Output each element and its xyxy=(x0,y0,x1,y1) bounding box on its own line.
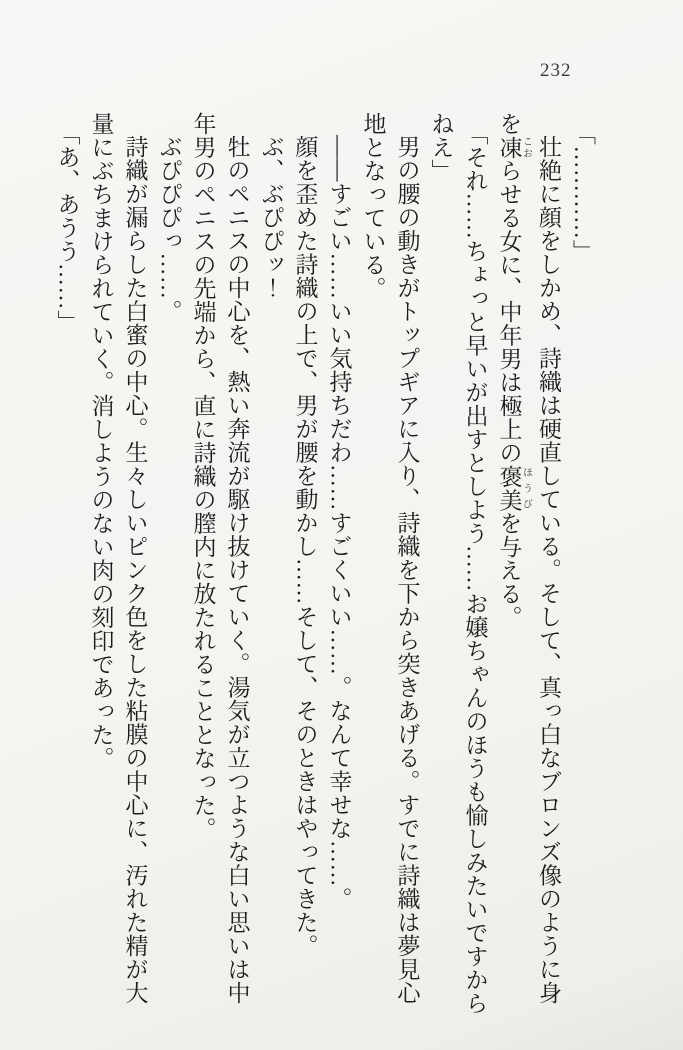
text-line: 詩織が漏らした白蜜の中心。生々しいピンク色をした粘膜の中心に、汚れた精が大 xyxy=(122,135,148,1005)
text-line: を凍 こおらせる女に、中年男は極上の褒美 ほうびを与える。 xyxy=(496,112,532,629)
text-line: ——すごい……いい気持ちだわ……すごくいい……。なんて幸せな……。 xyxy=(326,135,352,911)
body-text xyxy=(50,112,600,1016)
text-line: 男の腰の動きがトップギアに入り、詩織を下から突きあげる。すでに詩織は夢見心 xyxy=(394,135,420,1005)
text-line: ぶぴぴぴっ……。 xyxy=(156,135,182,323)
text-line: 顔を歪めた詩織の上で、男が腰を動かし……そして、そのときはやってきた。 xyxy=(292,135,318,958)
furigana-ruby: 褒美 ほうび xyxy=(496,464,532,512)
text-line: 牡のペニスの中心を、熱い奔流が駆け抜けていく。湯気が立つような白い思いは中 xyxy=(224,135,250,1005)
text-line: ぶ、ぶぴぴッ！ xyxy=(258,135,284,300)
text-line: 「あ、あうう……」 xyxy=(54,122,80,334)
furigana-ruby: 凍 こお xyxy=(496,135,532,159)
text-line: ねえ」 xyxy=(428,112,454,183)
page-number: 232 xyxy=(540,60,572,81)
text-line: 壮絶に顔をしかめ、詩織は硬直している。そして、真っ白なブロンズ像のように身 xyxy=(536,135,561,1005)
text-line: 年男のペニスの先端から、直に詩織の膣内に放たれることとなった。 xyxy=(190,112,216,841)
text-line: 「…………」 xyxy=(570,122,595,264)
text-line: 地となっている。 xyxy=(360,112,386,300)
text-line: 量にぶちまけられていく。消しようのない肉の刻印であった。 xyxy=(88,112,114,770)
text-line: 「それ……ちょっと早いが出すとしよう……お嬢ちゃんのほうも愉しみたいですから xyxy=(462,122,488,1016)
